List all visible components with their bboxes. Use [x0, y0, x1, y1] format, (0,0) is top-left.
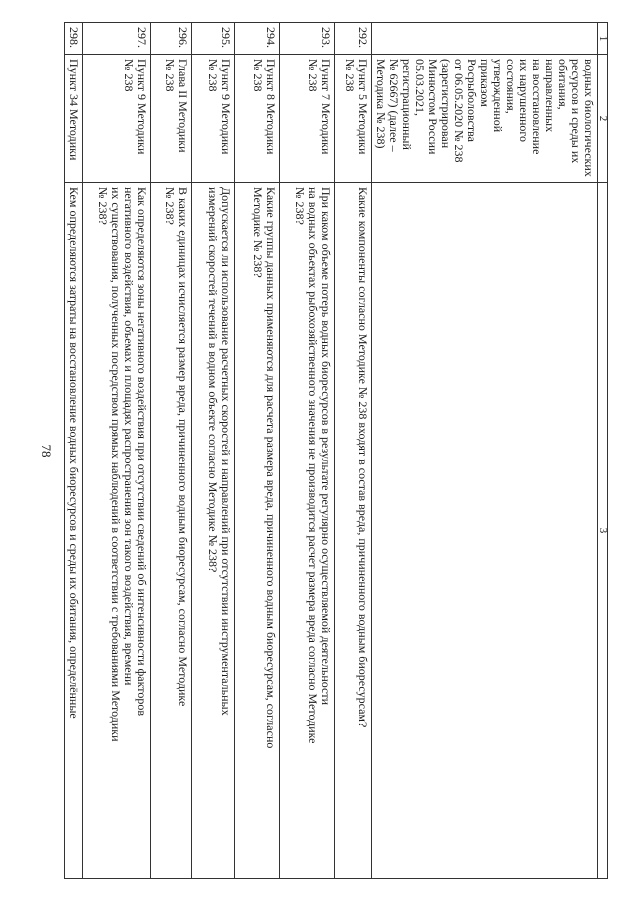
column-header-reference: 2 [598, 55, 608, 183]
row-question: Кем определяются затраты на восстановление водных биоресурсов и среды их обитания, определённые [65, 183, 83, 879]
row-reference: Пункт 7 Методики № 238 [280, 55, 335, 183]
row-reference: водных биологических ресурсов и среды их обитания, направленных на восстановление их нарушенного состояния, утвержденной приказом Росрыболовства от 06.05.2020 № 238 (зарегистрирован Минюстом России 05.03.2021, регистрационный № 62667) (далее – Методика № 238) [372, 55, 598, 183]
row-number: 293. [280, 23, 335, 55]
row-question: При каком объеме потерь водных биоресурсов в результате регулярно осуществляемой деятельности на водных объектах рыбохозяйственного значения не производится расчет размера вреда согласно Методике № 238? [280, 183, 335, 879]
table-row [83, 23, 151, 879]
row-reference: Пункт 5 Методики № 238 [335, 55, 372, 183]
column-header-number: 1 [598, 23, 608, 55]
row-question: Как определяются зоны негативного воздействия при отсутствии сведений об интенсивности факторов негативного воздействия, объемах и площадях распространения зон такого воздействия, времени их существования, полученных посредством прямых наблюдений в соответствии с требованиями Методики № 238? [83, 183, 151, 879]
table-row [235, 23, 280, 879]
page-number: 78 [39, 444, 54, 458]
row-question: В каких единицах исчисляется размер вреда, причиненного водным биоресурсам, согласно Методике № 238? [151, 183, 192, 879]
row-reference: Глава II Методики № 238 [151, 55, 192, 183]
row-reference: Пункт 34 Методики [65, 55, 83, 183]
row-number [372, 23, 598, 55]
table-row [335, 23, 372, 879]
questions-table [64, 22, 608, 879]
row-question: Допускается ли использование расчетных скоростей и направлений при отсутствии инструментальных измерений скоростей течений в водном объекте согласно Методике № 238? [192, 183, 235, 879]
row-number: 298. [65, 23, 83, 55]
row-reference: Пункт 9 Методики № 238 [192, 55, 235, 183]
row-question: Какие компоненты согласно Методике № 238 входят в состав вреда, причиненного водным биоресурсам? [335, 183, 372, 879]
column-header-question: 3 [598, 183, 608, 879]
row-reference: Пункт 8 Методики № 238 [235, 55, 280, 183]
row-number: 292. [335, 23, 372, 55]
row-number: 296. [151, 23, 192, 55]
row-question: Какие группы данных применяются для расчета размера вреда, причиненного водным биоресурсам, согласно Методике № 238? [235, 183, 280, 879]
table-row-continuation [372, 23, 598, 879]
table-row [151, 23, 192, 879]
row-question [372, 183, 598, 879]
table-header-row [598, 23, 608, 879]
table-row [280, 23, 335, 879]
row-number: 295. [192, 23, 235, 55]
table-row [192, 23, 235, 879]
row-number: 294. [235, 23, 280, 55]
table-row [65, 23, 83, 879]
row-reference: Пункт 9 Методики № 238 [83, 55, 151, 183]
row-number: 297. [83, 23, 151, 55]
rotated-page-content [67, 22, 609, 878]
